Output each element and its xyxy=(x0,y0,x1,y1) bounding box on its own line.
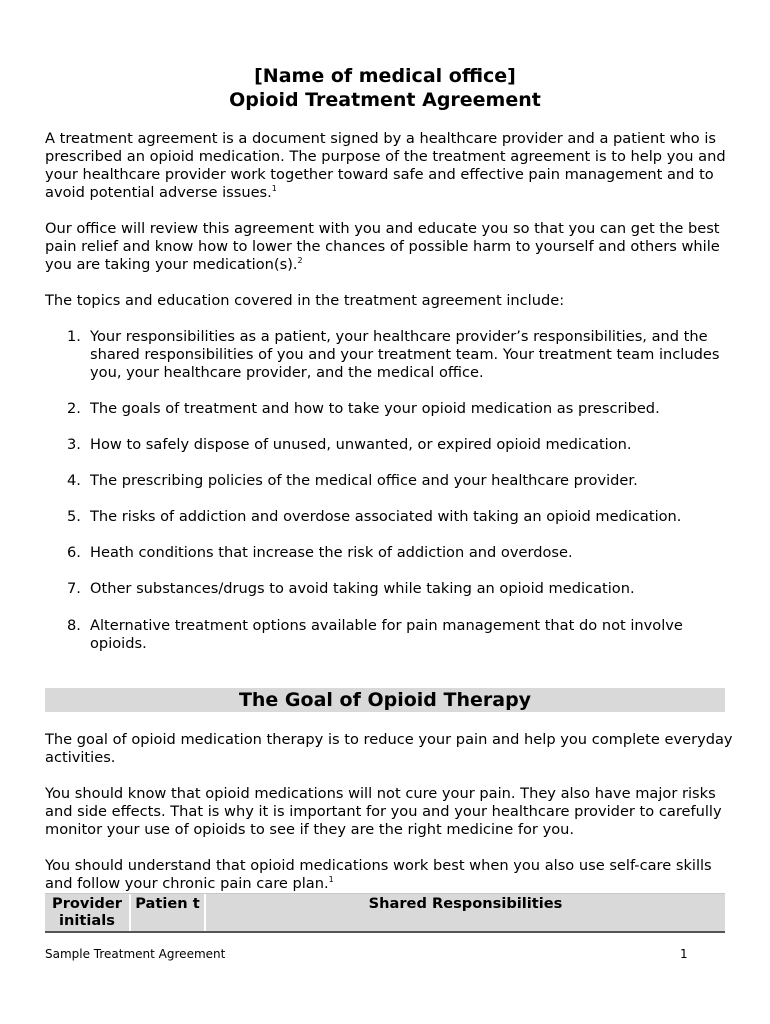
footnote-ref: 2 xyxy=(297,256,303,265)
responsibilities-table xyxy=(45,893,725,933)
list-text: How to safely dispose of unused, unwanted, or expired opioid medication. xyxy=(90,436,632,453)
section-heading-goal: The Goal of Opioid Therapy xyxy=(45,688,725,712)
footer-document-name: Sample Treatment Agreement xyxy=(45,947,226,961)
list-text: Alternative treatment options available for pain management that do not involve opioids. xyxy=(90,617,683,652)
intro-paragraph-3: The topics and education covered in the treatment agreement include: xyxy=(45,292,565,309)
footnote-ref: 1 xyxy=(328,875,334,884)
table-header-shared-responsibilities: Shared Responsibilities xyxy=(206,894,725,931)
list-number: 4. xyxy=(67,472,81,489)
list-number: 1. xyxy=(67,328,81,345)
list-number: 2. xyxy=(67,400,81,417)
list-number: 5. xyxy=(67,508,81,525)
intro-paragraph-2: Our office will review this agreement with you and educate you so that you can get the best pain relief and know how to lower the chances of possible harm to yourself and others while you are taking your medication(s).$^2$ xyxy=(45,220,720,273)
list-number: 3. xyxy=(67,436,81,453)
list-number: 8. xyxy=(67,617,81,634)
list-text: Your responsibilities as a patient, your healthcare provider’s responsibilities, and the shared responsibilities of you and your treatment team. Your treatment team includes you, your healthcare provider, and the medical office. xyxy=(90,328,720,381)
goal-paragraph-3: You should understand that opioid medications work best when you also use self-care skills and follow your chronic pain care plan.$^1$ xyxy=(45,857,712,892)
list-text: Other substances/drugs to avoid taking while taking an opioid medication. xyxy=(90,580,635,597)
list-text: The prescribing policies of the medical office and your healthcare provider. xyxy=(90,472,638,489)
list-text: The risks of addiction and overdose associated with taking an opioid medication. xyxy=(90,508,682,525)
footer-page-number: 1 xyxy=(680,947,688,961)
office-name: [Name of medical office] xyxy=(254,65,516,87)
table-header-patient: Patien t xyxy=(131,894,206,931)
table-header-provider-initials: Provider initials xyxy=(45,894,131,931)
intro-paragraph-1: A treatment agreement is a document signed by a healthcare provider and a patient who is prescribed an opioid medication. The purpose of the treatment agreement is to help you and your healthcare provider work together toward safe and effective pain management and to avoid potential adverse issues.$^1$ xyxy=(45,130,726,201)
goal-paragraph-1: The goal of opioid medication therapy is to reduce your pain and help you complete everyday activities. xyxy=(45,731,733,766)
list-text: The goals of treatment and how to take your opioid medication as prescribed. xyxy=(90,400,660,417)
goal-paragraph-2: You should know that opioid medications will not cure your pain. They also have major risks and side effects. That is why it is important for you and your healthcare provider to carefully monitor your use of opioids to see if they are the right medicine for you. xyxy=(45,785,722,838)
list-text: Heath conditions that increase the risk of addiction and overdose. xyxy=(90,544,573,561)
document-title: Opioid Treatment Agreement xyxy=(229,89,541,111)
list-number: 6. xyxy=(67,544,81,561)
footnote-ref: 1 xyxy=(271,184,277,193)
list-number: 7. xyxy=(67,580,81,597)
